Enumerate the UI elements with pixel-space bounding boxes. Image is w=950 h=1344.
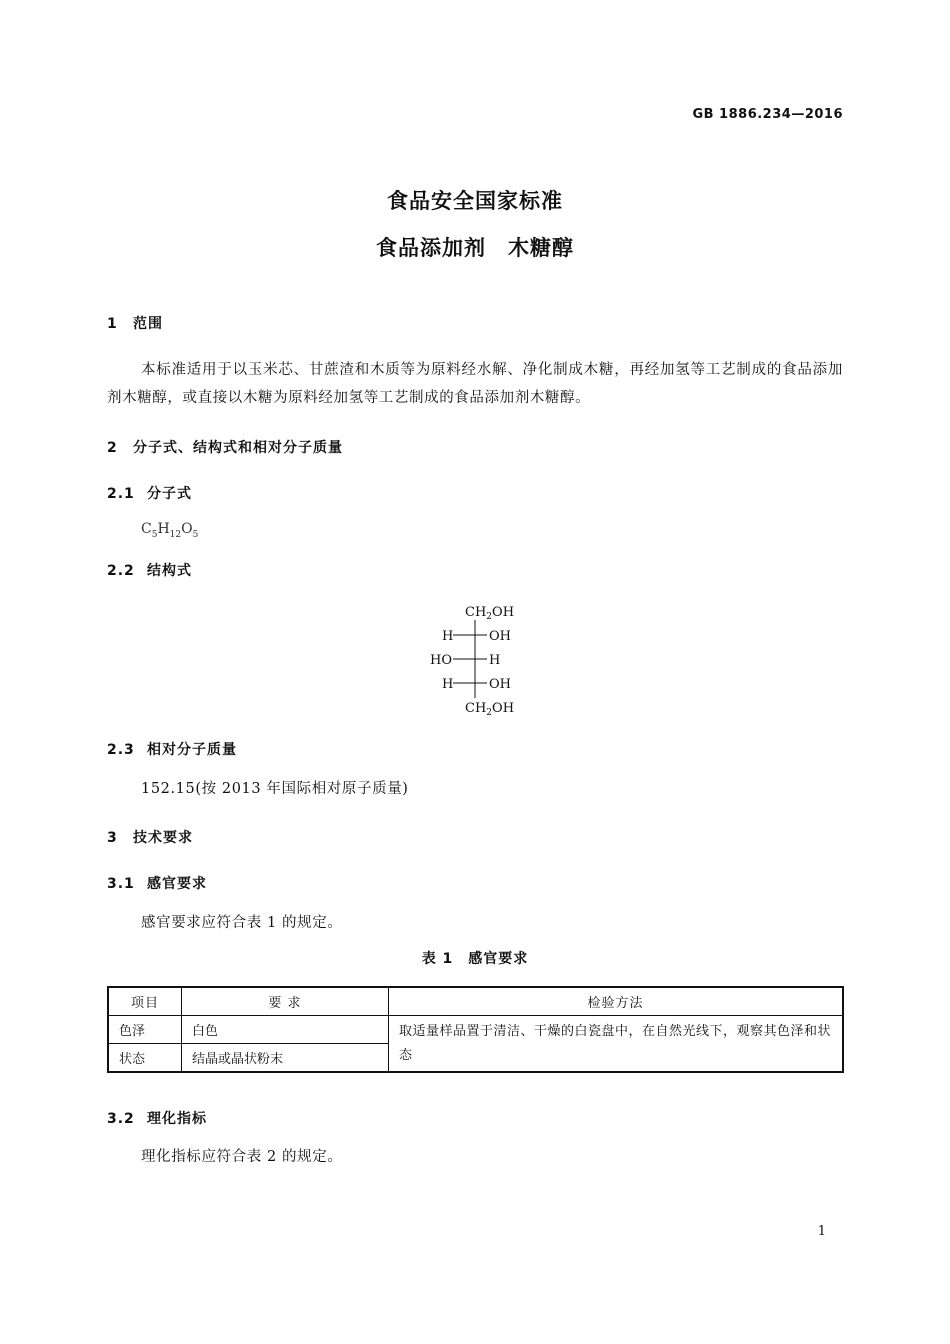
table-cell-requirement: 结晶或晶状粉末: [182, 1044, 389, 1073]
section-3-2-heading: [107, 1108, 207, 1128]
table-cell-item: 色泽: [108, 1016, 182, 1044]
section-3-heading: [107, 827, 193, 847]
structure-row1-right: OH: [489, 629, 511, 644]
section-2-2-heading: [107, 560, 192, 580]
structure-top-group: $CH_2OH$: [465, 605, 515, 622]
structural-formula: [420, 598, 530, 720]
molecular-formula: $C_5H_{12}O_5$: [141, 521, 199, 540]
scope-paragraph: 本标准适用于以玉米芯、甘蔗渣和木质等为原料经水解、净化制成木糖，再经加氢等工艺制成的食品添加剂木糖醇，或直接以木糖为原料经加氢等工艺制成的食品添加剂木糖醇。: [107, 362, 843, 406]
document-subtitle: 食品添加剂 木糖醇: [376, 236, 574, 260]
structure-row2-right: H: [489, 653, 501, 668]
table-header: 项目: [108, 987, 182, 1016]
section-title: 结构式: [147, 563, 192, 579]
section-number: 2: [107, 440, 118, 456]
section-1-heading: [107, 313, 163, 333]
section-title: 相对分子质量: [147, 742, 237, 758]
table-1-caption: 表 1 感官要求: [421, 951, 529, 967]
table-row: [108, 1016, 843, 1044]
section-2-heading: [107, 437, 343, 457]
page-number: 1: [817, 1224, 826, 1239]
table-cell-method: 取适量样品置于清洁、干燥的白瓷盘中，在自然光线下，观察其色泽和状态: [389, 1016, 844, 1073]
section-number: 3.2: [107, 1111, 135, 1127]
physicochemical-text: 理化指标应符合表 2 的规定。: [141, 1149, 343, 1165]
table-header-row: [108, 987, 843, 1016]
sensory-text: 感官要求应符合表 1 的规定。: [141, 915, 343, 931]
table-header: 要 求: [182, 987, 389, 1016]
section-number: 3: [107, 830, 118, 846]
molecular-mass: 152.15(按 2013 年国际相对原子质量): [141, 781, 409, 797]
structure-row3-right: OH: [489, 677, 511, 692]
section-2-1-heading: [107, 483, 192, 503]
structure-bottom-group: $CH_2OH$: [465, 701, 515, 718]
section-title: 分子式: [147, 486, 192, 502]
section-number: 3.1: [107, 876, 135, 892]
section-number: 2.3: [107, 742, 135, 758]
table-header: 检验方法: [389, 987, 844, 1016]
structure-row1-left: H: [442, 629, 454, 644]
section-number: 1: [107, 316, 118, 332]
section-number: 2.2: [107, 563, 135, 579]
section-title: 技术要求: [133, 830, 193, 846]
structure-row3-left: H: [442, 677, 454, 692]
section-title: 感官要求: [147, 876, 207, 892]
sensory-requirements-table: [107, 986, 844, 1073]
table-cell-item: 状态: [108, 1044, 182, 1073]
section-2-3-heading: [107, 739, 237, 759]
section-title: 理化指标: [147, 1111, 207, 1127]
structure-row2-left: HO: [430, 653, 452, 668]
table-cell-requirement: 白色: [182, 1016, 389, 1044]
section-3-1-heading: [107, 873, 207, 893]
document-title: 食品安全国家标准: [387, 189, 563, 213]
section-title: 范围: [133, 316, 163, 332]
section-number: 2.1: [107, 486, 135, 502]
section-title: 分子式、结构式和相对分子质量: [133, 440, 343, 456]
standard-code: GB 1886.234—2016: [692, 107, 843, 122]
